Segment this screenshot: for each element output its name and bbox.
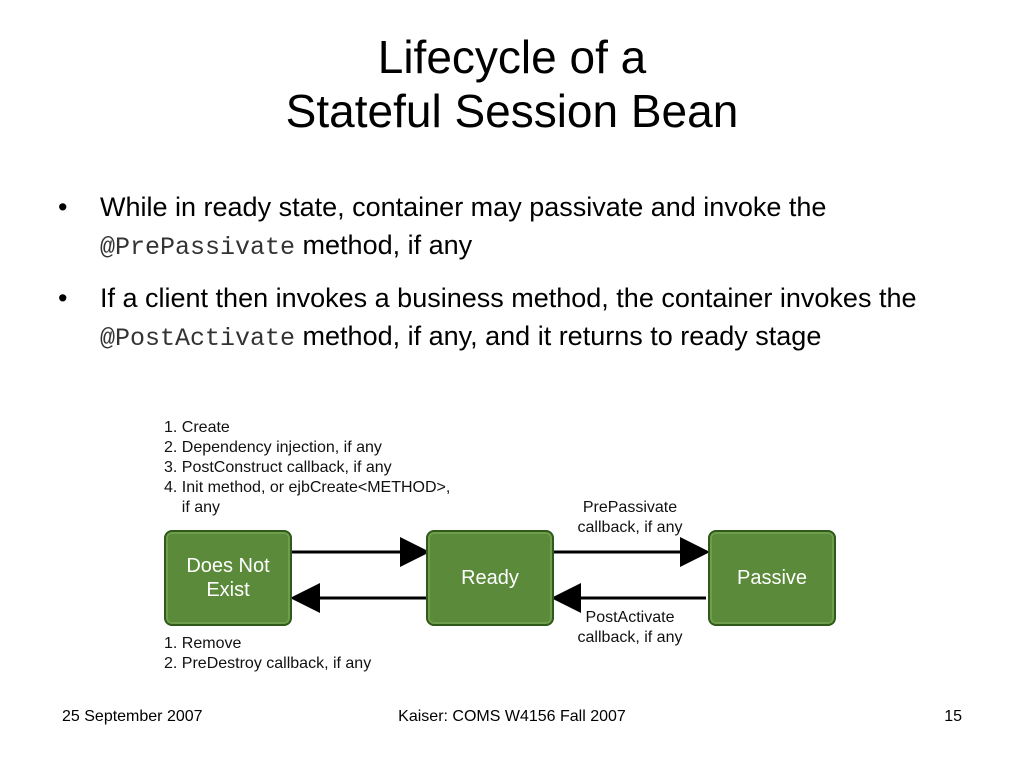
transition-label: callback, if any: [577, 519, 683, 536]
footer-course: Kaiser: COMS W4156 Fall 2007: [398, 708, 626, 725]
transition-label: callback, if any: [577, 629, 683, 646]
bullet-item: [58, 279, 988, 358]
page-number: 15: [944, 708, 962, 725]
state-label: Exist: [206, 579, 250, 601]
create-step: 2. Dependency injection, if any: [164, 439, 382, 456]
state-label: Ready: [461, 567, 519, 589]
bullet-text-post: method, if any: [295, 230, 473, 260]
create-step: 3. PostConstruct callback, if any: [164, 459, 392, 476]
create-step: if any: [164, 499, 221, 516]
lifecycle-diagram: [150, 412, 870, 680]
create-step: 1. Create: [164, 419, 230, 436]
state-label: Does Not: [186, 555, 270, 577]
bullet-list: [58, 188, 988, 370]
postactivate-label: [555, 608, 705, 648]
state-ready: [426, 530, 554, 626]
bullet-text-pre: If a client then invokes a business method, the container invokes the: [100, 283, 917, 313]
create-steps: [164, 418, 450, 518]
state-does-not-exist: [164, 530, 292, 626]
transition-label: PostActivate: [585, 609, 675, 626]
title-line-2: Stateful Session Bean: [285, 85, 739, 137]
bullet-text-post: method, if any, and it returns to ready stage: [295, 321, 822, 351]
footer-date: 25 September 2007: [62, 708, 203, 725]
remove-step: 2. PreDestroy callback, if any: [164, 655, 372, 672]
remove-steps: [164, 634, 371, 674]
bullet-text-pre: While in ready state, container may passivate and invoke the: [100, 192, 827, 222]
create-step: 4. Init method, or ejbCreate<METHOD>,: [164, 479, 451, 496]
bullet-dot-icon: •: [58, 192, 68, 222]
title-line-1: Lifecycle of a: [377, 31, 647, 83]
slide-title: [0, 30, 1024, 138]
prepassivate-label: [555, 498, 705, 538]
code-prepassivate: @PrePassivate: [100, 233, 296, 262]
remove-step: 1. Remove: [164, 635, 242, 652]
code-postactivate: @PostActivate: [100, 324, 296, 353]
state-label: Passive: [736, 567, 808, 589]
bullet-item: [58, 188, 988, 267]
state-passive: [708, 530, 836, 626]
bullet-dot-icon: •: [58, 283, 68, 313]
transition-label: PrePassivate: [582, 499, 678, 516]
